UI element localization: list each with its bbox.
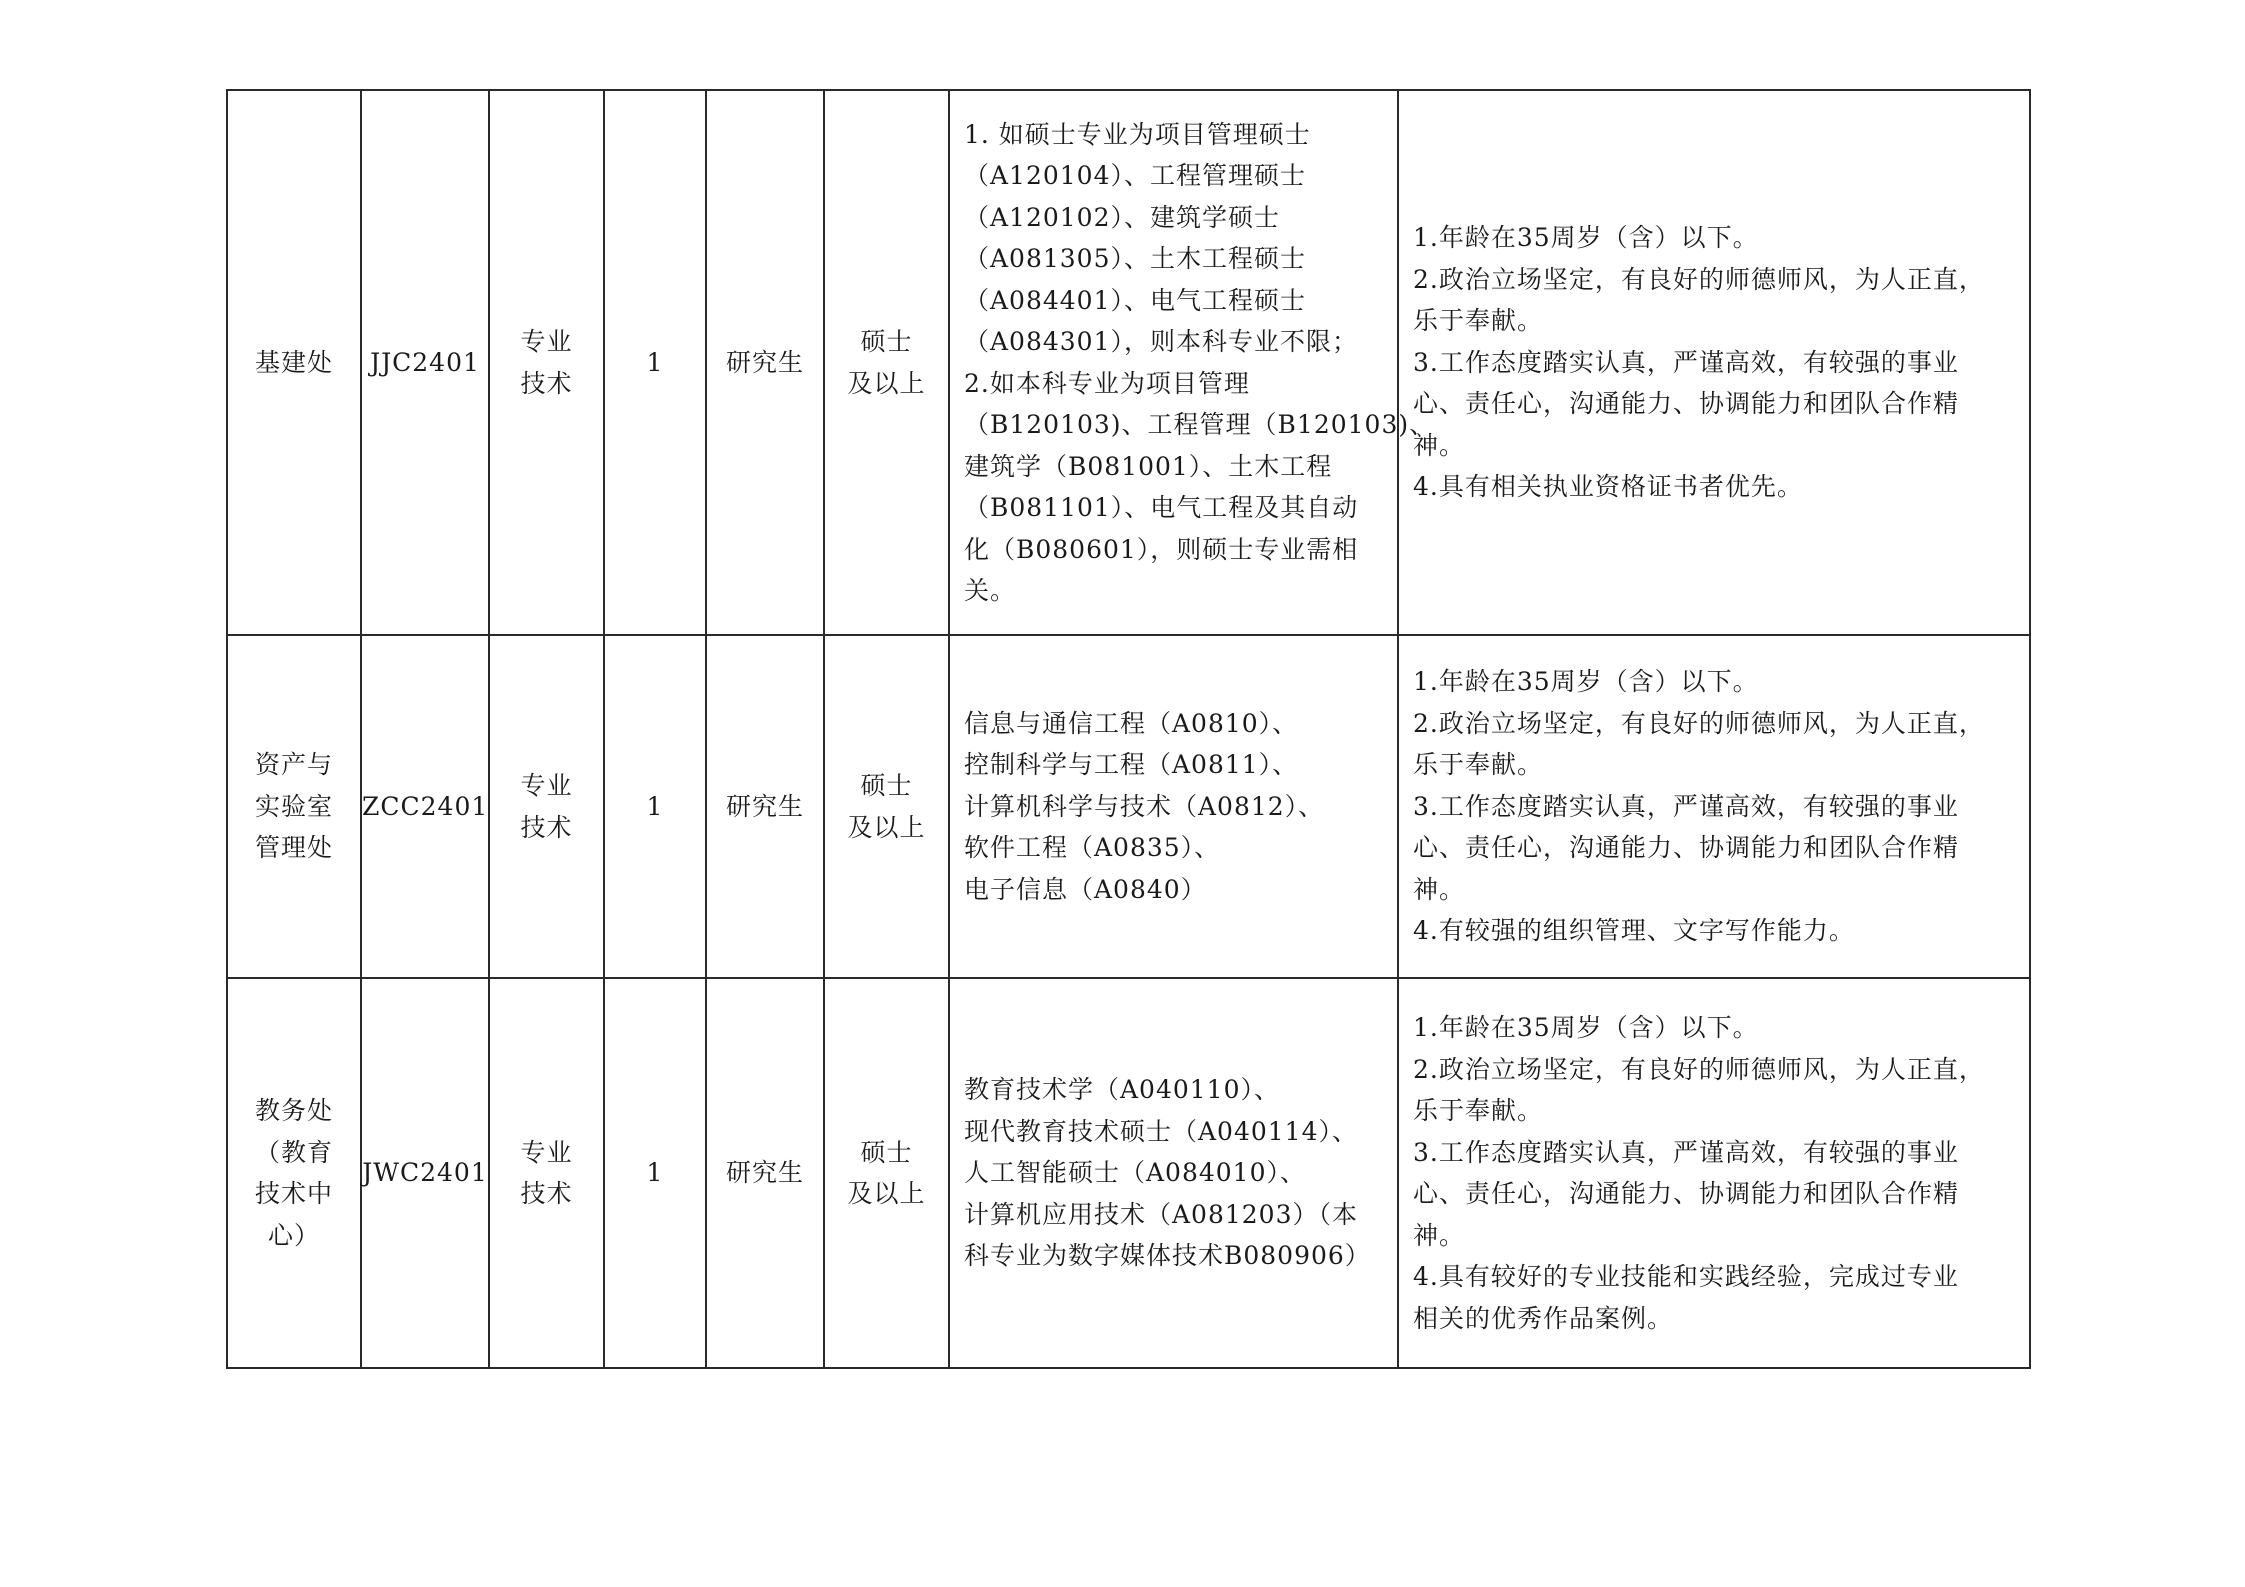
table-row — [227, 90, 2030, 635]
department-line: （教育 — [254, 1137, 333, 1167]
major-cell — [949, 635, 1398, 978]
requirement-line: 乐于奉献。 — [1413, 750, 1544, 780]
position-code-cell: JWC2401 — [361, 978, 489, 1368]
department-line: 实验室 — [254, 791, 333, 821]
requirement-line: 心、责任心，沟通能力、协调能力和团队合作精 — [1413, 833, 1960, 863]
requirement-line: 1.年龄在35周岁（含）以下。 — [1413, 667, 1759, 697]
degree-line: 及以上 — [847, 1179, 926, 1208]
major-line: （A120104）、工程管理硕士 — [964, 161, 1306, 190]
degree-line: 硕士 — [860, 771, 913, 800]
requirement-line: 4.具有较好的专业技能和实践经验，完成过专业 — [1413, 1262, 1959, 1291]
major-line: 电子信息（A0840） — [964, 874, 1207, 904]
education-cell: 研究生 — [706, 90, 824, 635]
requirement-line: 相关的优秀作品案例。 — [1413, 1303, 1674, 1333]
education-cell: 研究生 — [706, 978, 824, 1368]
headcount-cell: 1 — [604, 90, 706, 635]
recruitment-table — [226, 89, 2031, 1369]
requirement-line: 1.年龄在35周岁（含）以下。 — [1413, 1013, 1759, 1042]
major-line: 信息与通信工程（A0810）、 — [964, 708, 1299, 738]
major-line: （B081101）、电气工程及其自动 — [964, 493, 1359, 522]
department-cell — [227, 635, 361, 978]
requirement-line: 乐于奉献。 — [1413, 306, 1544, 336]
requirements-cell — [1398, 635, 2030, 978]
degree-line: 硕士 — [860, 1137, 913, 1167]
major-line: 化（B080601），则硕士专业需相 — [964, 534, 1359, 564]
requirement-line: 3.工作态度踏实认真，严谨高效，有较强的事业 — [1413, 347, 1959, 377]
requirements-cell — [1398, 978, 2030, 1368]
major-line: （A084401）、电气工程硕士 — [964, 285, 1306, 315]
category-cell — [489, 978, 604, 1368]
major-line: 计算机应用技术（A081203）（本 — [964, 1199, 1358, 1229]
requirement-line: 心、责任心，沟通能力、协调能力和团队合作精 — [1413, 1179, 1960, 1208]
requirement-line: 2.政治立场坚定，有良好的师德师风，为人正直， — [1413, 708, 1985, 738]
requirement-line: 神。 — [1413, 430, 1466, 460]
category-line: 专业 — [520, 1137, 573, 1167]
requirement-line: 3.工作态度踏实认真，严谨高效，有较强的事业 — [1413, 791, 1959, 821]
major-line: 1. 如硕士专业为项目管理硕士 — [964, 119, 1311, 149]
degree-cell — [824, 635, 949, 978]
table-row — [227, 978, 2030, 1368]
headcount-cell: 1 — [604, 635, 706, 978]
requirement-line: 神。 — [1413, 1220, 1466, 1250]
major-line: （A120102）、建筑学硕士 — [964, 202, 1280, 232]
requirement-line: 乐于奉献。 — [1413, 1096, 1544, 1125]
degree-line: 硕士 — [860, 327, 913, 356]
major-cell — [949, 90, 1436, 635]
department-line: 管理处 — [254, 833, 333, 863]
category-line: 技术 — [520, 812, 573, 842]
department-line: 基建处 — [254, 347, 333, 377]
major-line: 控制科学与工程（A0811）、 — [964, 750, 1299, 780]
department-line: 心） — [267, 1220, 320, 1250]
degree-line: 及以上 — [847, 368, 926, 398]
requirement-line: 神。 — [1413, 874, 1466, 904]
education-cell: 研究生 — [706, 635, 824, 978]
category-line: 专业 — [520, 327, 573, 356]
major-line: 2.如本科专业为项目管理 — [964, 368, 1250, 398]
requirement-line: 2.政治立场坚定，有良好的师德师风，为人正直， — [1413, 264, 1985, 294]
degree-cell — [824, 90, 949, 635]
category-line: 技术 — [520, 368, 573, 398]
position-code-cell: JJC2401 — [361, 90, 489, 635]
category-line: 技术 — [520, 1179, 573, 1208]
headcount-cell: 1 — [604, 978, 706, 1368]
requirements-cell — [1398, 90, 2030, 635]
department-line: 技术中 — [254, 1179, 333, 1208]
degree-line: 及以上 — [847, 812, 926, 842]
department-cell — [227, 90, 361, 635]
major-line: 现代教育技术硕士（A040114）、 — [964, 1116, 1358, 1146]
degree-cell — [824, 978, 949, 1368]
requirement-line: 心、责任心，沟通能力、协调能力和团队合作精 — [1413, 389, 1960, 419]
major-line: 关。 — [964, 576, 1017, 605]
requirement-line: 1.年龄在35周岁（含）以下。 — [1413, 223, 1759, 253]
category-cell — [489, 90, 604, 635]
category-line: 专业 — [520, 771, 573, 800]
major-line: 人工智能硕士（A084010）、 — [964, 1158, 1306, 1188]
major-line: （B120103)、工程管理（B120103)、 — [964, 410, 1436, 439]
major-cell — [949, 978, 1398, 1368]
department-line: 教务处 — [254, 1096, 333, 1125]
major-line: 科专业为数字媒体技术B080906） — [964, 1241, 1371, 1271]
major-line: 教育技术学（A040110）、 — [964, 1075, 1280, 1105]
major-line: 计算机科学与技术（A0812）、 — [964, 791, 1325, 821]
category-cell — [489, 635, 604, 978]
position-code-cell: ZCC2401 — [361, 635, 489, 978]
requirement-line: 3.工作态度踏实认真，严谨高效，有较强的事业 — [1413, 1137, 1959, 1167]
department-cell — [227, 978, 361, 1368]
department-line: 资产与 — [254, 750, 333, 780]
major-line: 软件工程（A0835）、 — [964, 833, 1221, 863]
major-line: （A081305）、土木工程硕士 — [964, 244, 1306, 273]
major-line: （A084301），则本科专业不限； — [964, 327, 1358, 356]
requirement-line: 4.有较强的组织管理、文字写作能力。 — [1413, 916, 1855, 946]
table-row — [227, 635, 2030, 978]
major-line: 建筑学（B081001）、土木工程 — [964, 451, 1333, 481]
requirement-line: 2.政治立场坚定，有良好的师德师风，为人正直， — [1413, 1054, 1985, 1084]
requirement-line: 4.具有相关执业资格证书者优先。 — [1413, 472, 1803, 502]
